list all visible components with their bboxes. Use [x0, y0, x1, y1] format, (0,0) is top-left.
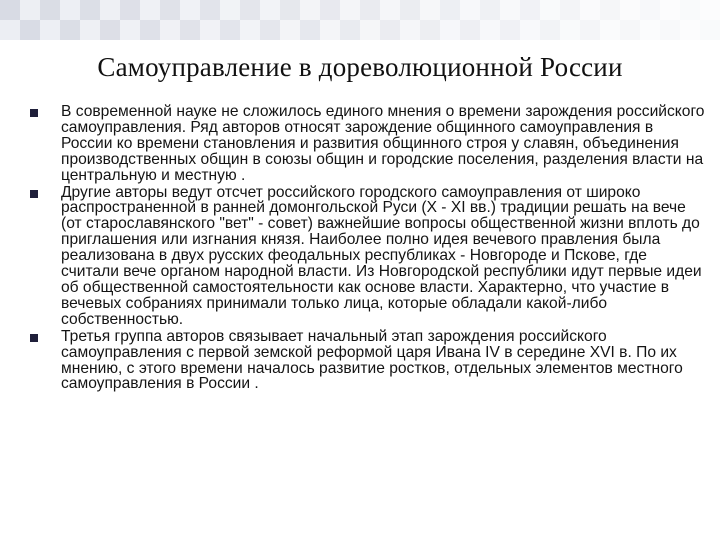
checker-pattern [0, 0, 720, 40]
slide-title: Самоуправление в дореволюционной России [97, 52, 623, 82]
checker-cell [180, 0, 200, 20]
checker-cell [60, 0, 80, 20]
checker-cell [660, 0, 680, 20]
checker-cell [220, 20, 240, 40]
checker-cell [60, 20, 80, 40]
checker-cell [80, 0, 100, 20]
checker-cell [160, 20, 180, 40]
bullet-text-2: Другие авторы ведут отсчет российского городского самоуправления от широко распространенной в ранней домонгольской Руси (X - XI вв.) традиции решать на вече (от старославянского "вет" - совет) важнейшие вопросы общественной жизни вплоть до приглашения или изгнания князя. Наиболее полно идея вечевого правления была реализована в двух русских феодальных республиках - Новгороде и Пскове, где считали вече органом народной власти. Из Новгородской республики идут первые идеи об общественной самостоятельности как основе власти. Характерно, что участие в вечевых собраниях принимали только лица, которые обладали какой-либо собственностью. [61, 183, 702, 328]
checker-cell [600, 20, 620, 40]
checker-cell [560, 20, 580, 40]
checker-cell [520, 0, 540, 20]
checker-cell [240, 0, 260, 20]
checker-cell [600, 0, 620, 20]
checker-cell [140, 20, 160, 40]
checker-cell [280, 20, 300, 40]
checker-cell [100, 0, 120, 20]
checker-cell [380, 0, 400, 20]
checker-cell [640, 20, 660, 40]
checker-cell [500, 0, 520, 20]
square-bullet-icon [30, 334, 38, 342]
checker-cell [20, 0, 40, 20]
checker-cell [500, 20, 520, 40]
checker-cell [420, 20, 440, 40]
checker-cell [540, 20, 560, 40]
checker-cell [360, 20, 380, 40]
checker-cell [120, 0, 140, 20]
bullet-text-1: В современной науке не сложилось единого мнения о времени зарождения российского самоуправления. Ряд авторов относят зарождение общинного самоуправления в России ко времени становления и развития общинного строя у славян, объединения производственных общин в союзы общин и городские поселения, разделения власти на центральную и местную . [61, 103, 705, 184]
checker-cell [180, 20, 200, 40]
checker-cell [580, 0, 600, 20]
checker-cell [20, 20, 40, 40]
checker-cell [640, 0, 660, 20]
checker-cell [480, 0, 500, 20]
checker-cell [460, 0, 480, 20]
bullet-item-3 [30, 329, 705, 393]
checker-cell [160, 0, 180, 20]
square-bullet-icon [30, 109, 38, 117]
square-bullet-icon [30, 190, 38, 198]
checker-cell [120, 20, 140, 40]
checker-cell [700, 0, 720, 20]
checker-cell [700, 20, 720, 40]
checker-cell [680, 0, 700, 20]
checker-cell [400, 0, 420, 20]
checker-cell [460, 20, 480, 40]
checker-cell [40, 0, 60, 20]
bullet-text-3: Третья группа авторов связывает начальный этап зарождения российского самоуправления с первой земской реформой царя Ивана IV в середине XVI в. По их мнению, с этого времени началось развитие ростков, отдельных элементов местного самоуправления в России . [61, 327, 683, 393]
checker-cell [260, 20, 280, 40]
checker-cell [540, 0, 560, 20]
checkered-header-decoration [0, 0, 720, 40]
checker-cell [520, 20, 540, 40]
checker-cell [220, 0, 240, 20]
checker-cell [280, 0, 300, 20]
checker-cell [480, 20, 500, 40]
checker-cell [620, 0, 640, 20]
checker-cell [0, 20, 20, 40]
checker-cell [140, 0, 160, 20]
bullet-item-1 [30, 104, 705, 184]
bullet-list [30, 104, 705, 393]
checker-cell [80, 20, 100, 40]
checker-cell [680, 20, 700, 40]
bullet-item-2 [30, 185, 705, 328]
checker-cell [360, 0, 380, 20]
checker-cell [40, 20, 60, 40]
checker-cell [580, 20, 600, 40]
checker-cell [260, 0, 280, 20]
checker-cell [300, 0, 320, 20]
checker-cell [380, 20, 400, 40]
checker-cell [200, 0, 220, 20]
checker-cell [620, 20, 640, 40]
checker-cell [200, 20, 220, 40]
checker-cell [660, 20, 680, 40]
checker-cell [320, 0, 340, 20]
checker-cell [560, 0, 580, 20]
checker-cell [400, 20, 420, 40]
checker-cell [440, 0, 460, 20]
checker-cell [340, 20, 360, 40]
checker-cell [100, 20, 120, 40]
checker-cell [340, 0, 360, 20]
checker-cell [440, 20, 460, 40]
checker-cell [0, 0, 20, 20]
checker-cell [240, 20, 260, 40]
checker-cell [300, 20, 320, 40]
checker-cell [320, 20, 340, 40]
checker-cell [420, 0, 440, 20]
